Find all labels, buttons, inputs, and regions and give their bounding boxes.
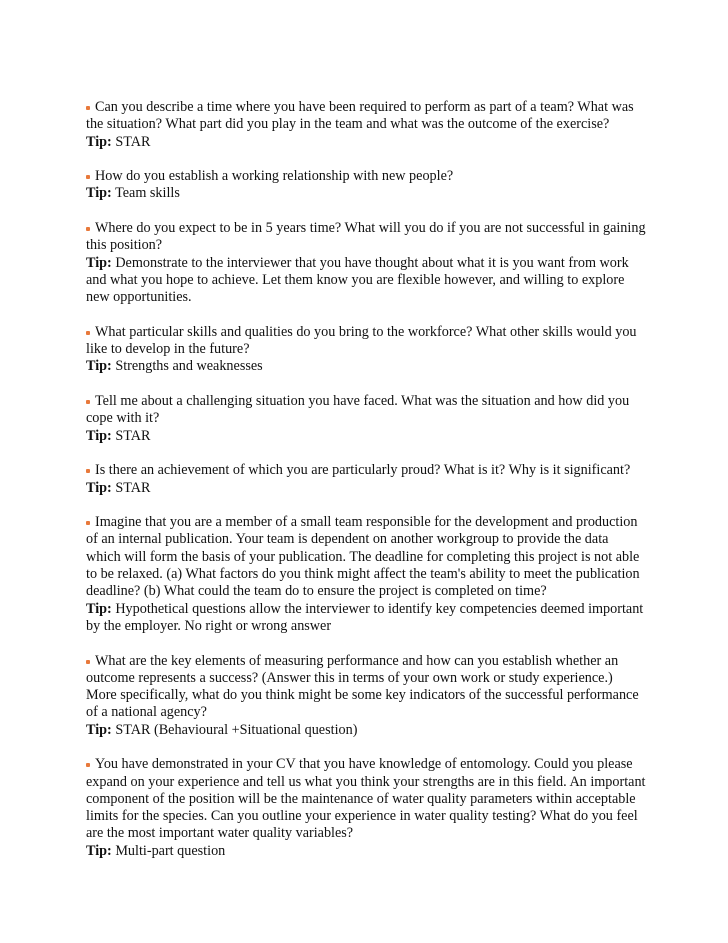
question-text: What are the key elements of measuring performance and how can you establish whether an outcome represents a success? (Answer this in terms of your own work or study experience.) More specifically, what do you think might be some key indicators of the successful performance of a national agency? [86,652,639,721]
question-text: Can you describe a time where you have been required to perform as part of a team? What was the situation? What part did you play in the team and what was the outcome of the exercise? [86,99,634,133]
tip-label: Tip: [86,254,112,271]
question-item-6 [86,462,646,497]
tip [86,134,646,151]
tip [86,255,646,307]
question-item-7 [86,514,646,635]
tip-label: Tip: [86,133,112,150]
tip [86,722,646,739]
bullet-square-icon [86,106,90,110]
question-text: You have demonstrated in your CV that you have knowledge of entomology. Could you please expand on your experience and tell us what you think your strengths are in this field. An important component of the position will be the maintenance of water quality parameters within acceptable limits for the species. Can you outline your experience in water quality testing? What do you feel are the most important water quality variables? [86,756,646,842]
question-item-5 [86,393,646,445]
question-text: Tell me about a challenging situation you have faced. What was the situation and how did you cope with it? [86,393,630,427]
bullet-square-icon [86,175,90,179]
tip-label: Tip: [86,721,112,738]
bullet-square-icon [86,400,90,404]
question-item-4 [86,324,646,376]
question-item-3 [86,220,646,306]
question-item-2 [86,168,646,203]
tip [86,185,646,202]
interview-questions-list [86,99,646,877]
tip [86,601,646,636]
tip-text: Team skills [115,185,180,202]
tip-text: STAR [115,479,151,496]
tip [86,428,646,445]
question-text: Imagine that you are a member of a small team responsible for the development and production of an internal publication. Your team is dependent on another workgroup to provide the data which will form the basis of your publication. The deadline for completing this project is not able to be relaxed. (a) What factors do you think might affect the team's ability to meet the publication deadline? (b) What could the team do to ensure the project is completed on time? [86,514,640,600]
tip-label: Tip: [86,600,112,617]
tip [86,358,646,375]
question-text: What particular skills and qualities do you bring to the workforce? What other skills would you like to develop in the future? [86,323,637,358]
tip-text: Multi-part question [115,842,226,859]
bullet-square-icon [86,331,90,335]
question-text: Where do you expect to be in 5 years time? What will you do if you are not successful in gaining this position? [86,220,646,254]
tip-text: Strengths and weaknesses [115,358,263,375]
tip-text: STAR [115,427,151,444]
tip-text: STAR (Behavioural +Situational question) [115,721,358,738]
bullet-square-icon [86,763,90,767]
question-text: How do you establish a working relationship with new people? [95,168,454,185]
tip-label: Tip: [86,842,112,859]
bullet-square-icon [86,227,90,231]
tip-label: Tip: [86,358,112,375]
question-item-9 [86,756,646,860]
question-item-8 [86,653,646,739]
tip-text: Hypothetical questions allow the interviewer to identify key competencies deemed important by the employer. No right or wrong answer [86,600,644,634]
question-text: Is there an achievement of which you are particularly proud? What is it? Why is it significant? [95,462,631,479]
bullet-square-icon [86,521,90,525]
tip-label: Tip: [86,185,112,202]
bullet-square-icon [86,469,90,473]
tip [86,480,646,497]
tip-text: STAR [115,133,151,150]
tip [86,843,646,860]
tip-text: Demonstrate to the interviewer that you have thought about what it is you want from work and what you hope to achieve. Let them know you are flexible however, and willing to explore new opportunities. [86,254,629,306]
tip-label: Tip: [86,479,112,496]
tip-label: Tip: [86,427,112,444]
question-item-1 [86,99,646,151]
bullet-square-icon [86,660,90,664]
